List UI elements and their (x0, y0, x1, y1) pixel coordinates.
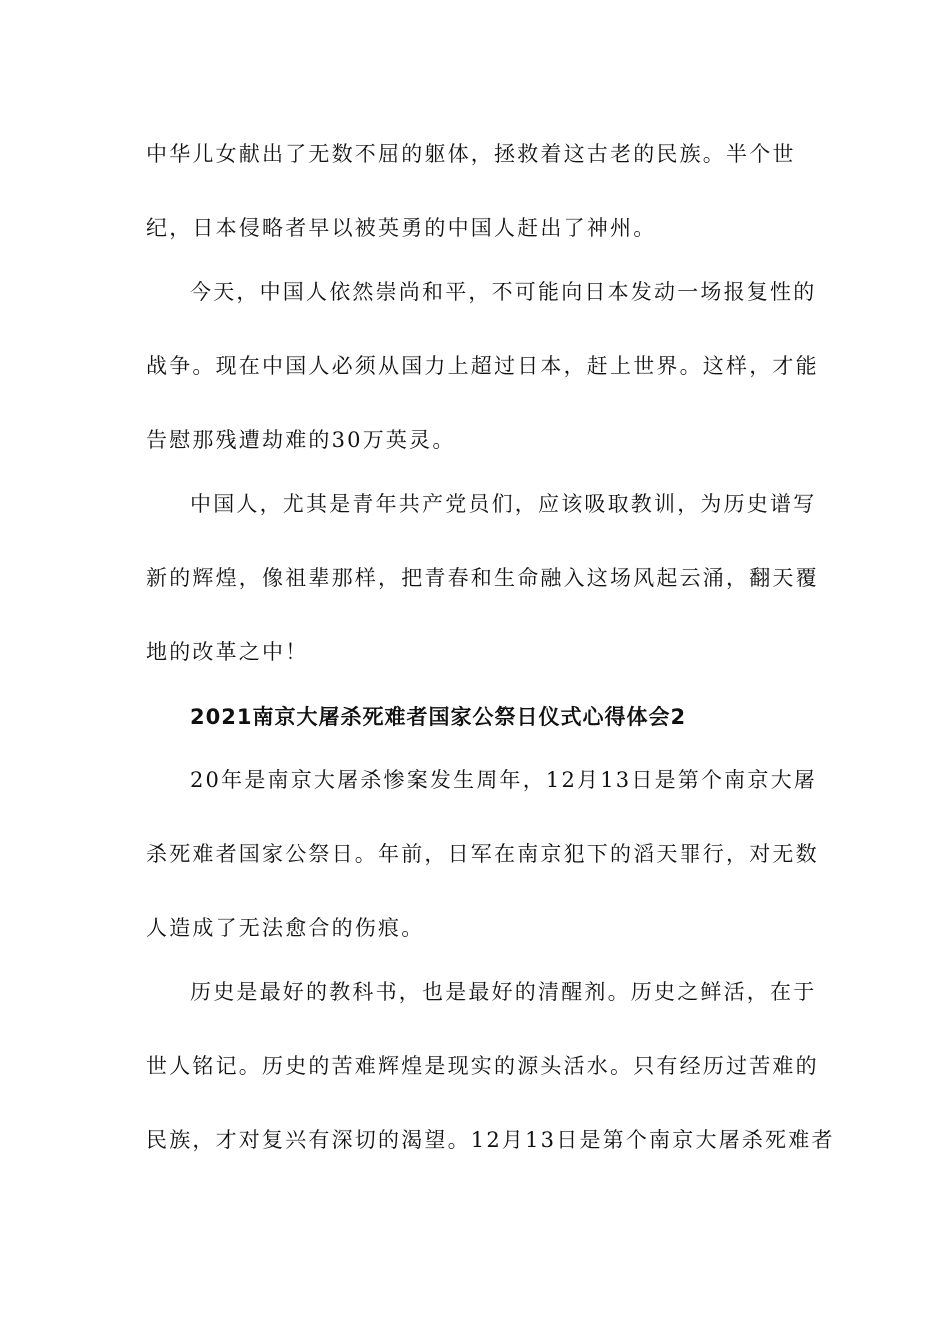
paragraph-line: 告慰那残遭劫难的30万英灵。 (146, 428, 456, 452)
paragraph-line: 历史是最好的教科书，也是最好的清醒剂。历史之鲜活，在于 (190, 980, 817, 1004)
paragraph-line: 纪，日本侵略者早以被英勇的中国人赶出了神州。 (146, 216, 657, 240)
paragraph-line: 20年是南京大屠杀惨案发生周年，12月13日是第个南京大屠 (190, 768, 817, 792)
paragraph-line: 中国人，尤其是青年共产党员们，应该吸取教训，为历史谱写 (190, 492, 817, 516)
paragraph-line: 地的改革之中！ (146, 640, 309, 664)
paragraph-line: 战争。现在中国人必须从国力上超过日本，赶上世界。这样，才能 (146, 354, 819, 378)
paragraph-line: 今天，中国人依然崇尚和平，不可能向日本发动一场报复性的 (190, 280, 817, 304)
paragraph-line: 民族，才对复兴有深切的渴望。12月13日是第个南京大屠杀死难者 (146, 1128, 835, 1152)
paragraph-line: 世人铭记。历史的苦难辉煌是现实的源头活水。只有经历过苦难的 (146, 1054, 819, 1078)
paragraph-line: 人造成了无法愈合的伤痕。 (146, 916, 425, 940)
paragraph-line: 中华儿女献出了无数不屈的躯体，拯救着这古老的民族。半个世 (146, 142, 796, 166)
paragraph-line: 新的辉煌，像祖辈那样，把青春和生命融入这场风起云涌，翻天覆 (146, 566, 819, 590)
paragraph-line: 杀死难者国家公祭日。年前，日军在南京犯下的滔天罪行，对无数 (146, 842, 819, 866)
section-heading: 2021南京大屠杀死难者国家公祭日仪式心得体会2 (190, 705, 687, 729)
